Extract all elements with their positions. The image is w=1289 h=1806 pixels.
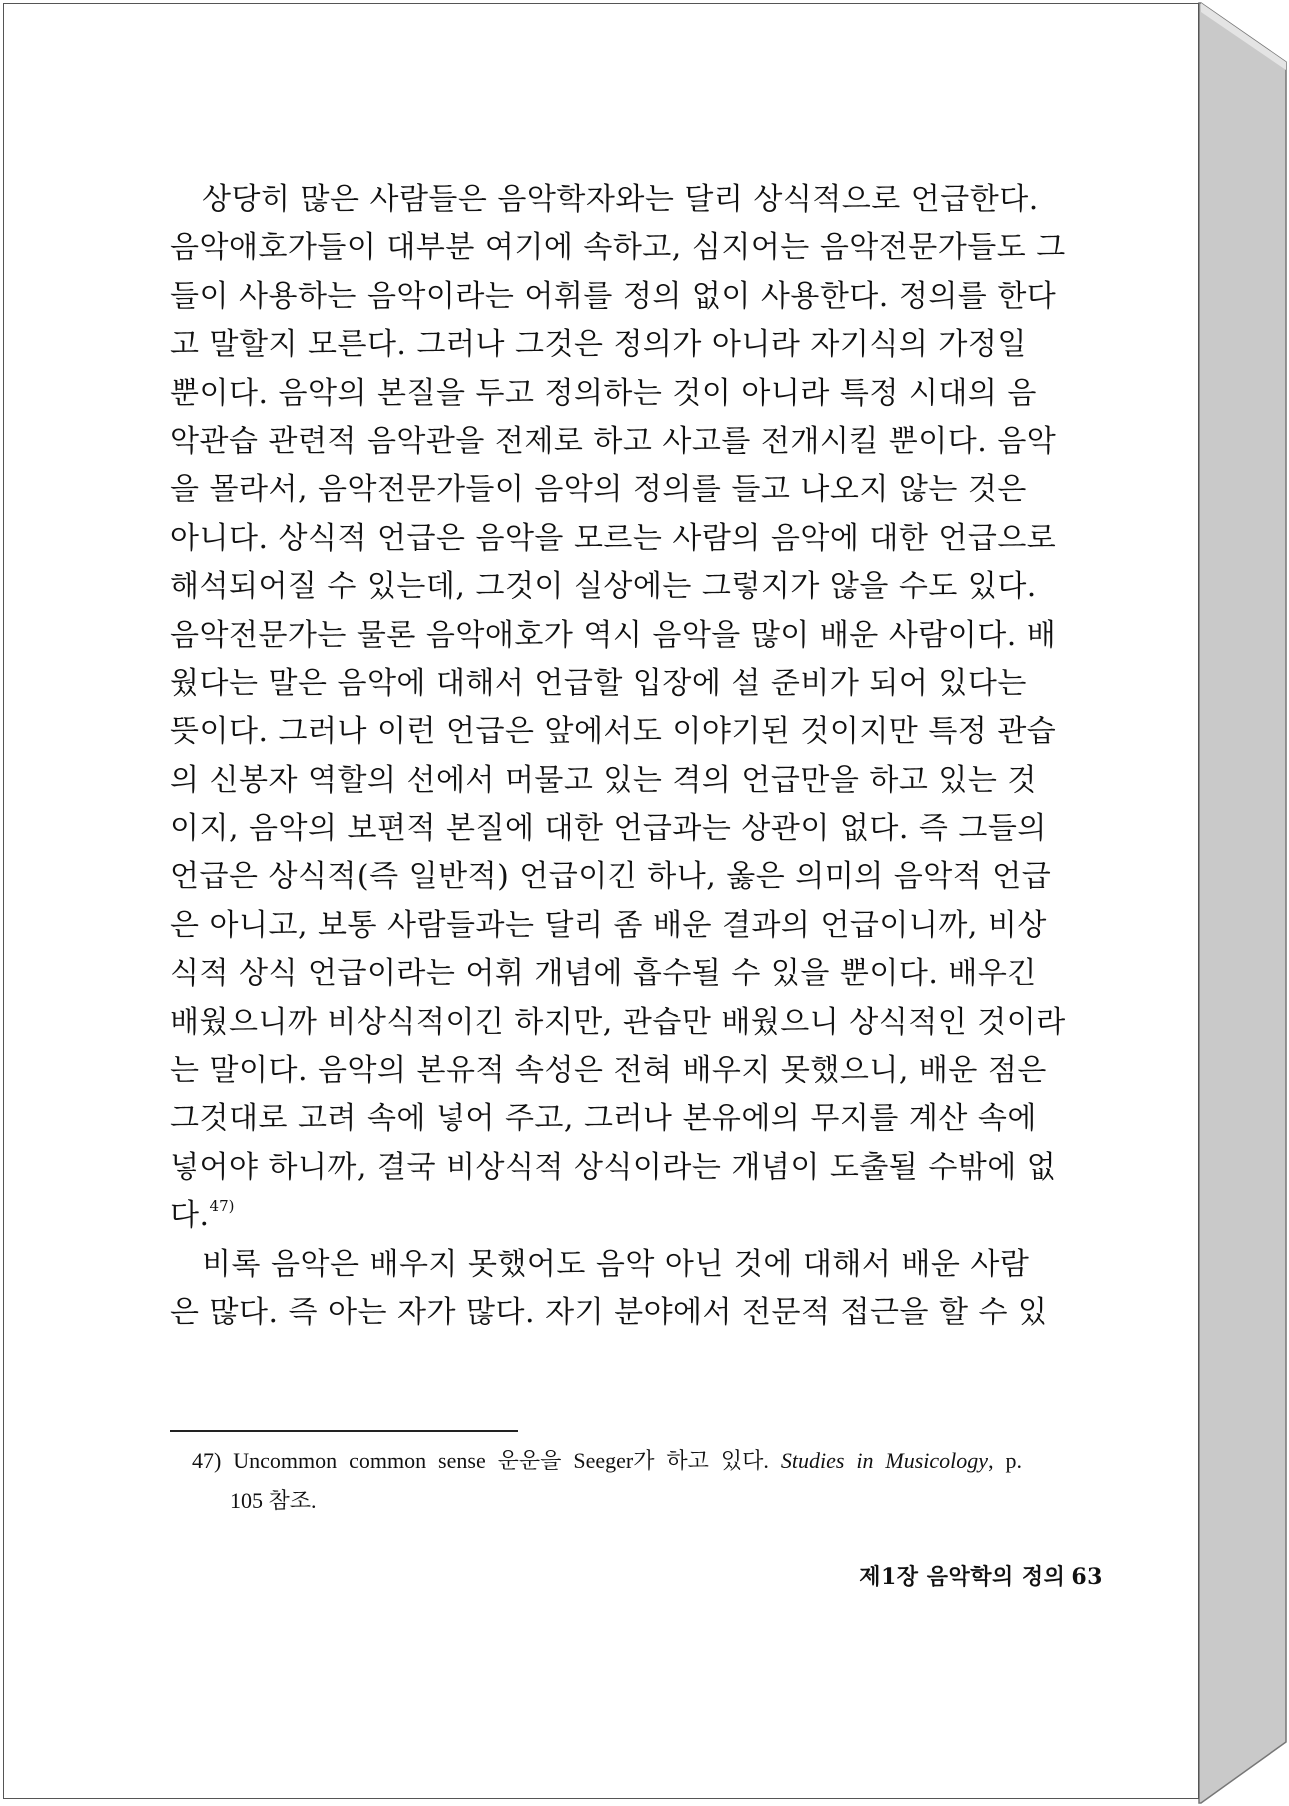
footnote-marker[interactable]: 47) — [209, 1197, 235, 1216]
text-line: 음악전문가는 물론 음악애호가 역시 음악을 많이 배운 사람이다. 배 — [170, 617, 1057, 653]
text-line: 해석되어질 수 있는데, 그것이 실상에는 그렇지가 않을 수도 있다. — [170, 569, 1037, 605]
text-line: 아니다. 상식적 언급은 음악을 모르는 사람의 음악에 대한 언급으로 — [170, 520, 1057, 556]
footnote-text-after: , p. — [988, 1448, 1023, 1473]
text-line: 웠다는 말은 음악에 대해서 언급할 입장에 설 준비가 되어 있다는 — [170, 665, 1027, 701]
paragraph-1 — [170, 176, 1066, 1241]
footnote — [192, 1441, 1022, 1521]
text-line: 은 아니고, 보통 사람들과는 달리 좀 배운 결과의 언급이니까, 비상 — [170, 907, 1047, 943]
text-line: 뿐이다. 음악의 본질을 두고 정의하는 것이 아니라 특정 시대의 음 — [170, 375, 1037, 411]
text-line: 뜻이다. 그러나 이런 언급은 앞에서도 이야기된 것이지만 특정 관습 — [170, 714, 1057, 750]
text-line: 상당히 많은 사람들은 음악학자와는 달리 상식적으로 언급한다. — [202, 182, 1039, 217]
footnote-title: Studies in Musicology — [780, 1448, 989, 1473]
text-line: 고 말할지 모른다. 그러나 그것은 정의가 아니라 자기식의 가정일 — [170, 327, 1027, 363]
footnote-number: 47) — [192, 1448, 222, 1473]
text-line: 을 몰라서, 음악전문가들이 음악의 정의를 들고 나오지 않는 것은 — [170, 472, 1027, 508]
text-line: 언급은 상식적(즉 일반적) 언급이긴 하나, 옳은 의미의 음악적 언급 — [170, 859, 1052, 895]
paragraph-2 — [170, 1241, 1048, 1338]
text-line: 배웠으니까 비상식적이긴 하지만, 관습만 배웠으니 상식적인 것이라 — [170, 1004, 1066, 1040]
text-line: 음악애호가들이 대부분 여기에 속하고, 심지어는 음악전문가들도 그 — [170, 230, 1066, 266]
text-line: 그것대로 고려 속에 넣어 주고, 그러나 본유에의 무지를 계산 속에 — [170, 1101, 1037, 1137]
body-text — [170, 176, 1066, 1337]
text-line: 은 많다. 즉 아는 자가 많다. 자기 분야에서 전문적 접근을 할 수 있 — [170, 1294, 1048, 1330]
footnote-text: Uncommon common sense 운운을 Seeger가 하고 있다. — [233, 1448, 769, 1473]
page-number: 63 — [1071, 1564, 1103, 1590]
text-line-last — [170, 1192, 1022, 1240]
text-line: 식적 상식 언급이라는 어휘 개념에 흡수될 수 있을 뿐이다. 배우긴 — [170, 956, 1037, 992]
footnote-line-1 — [192, 1441, 1022, 1481]
footnote-line-2: 105 참조. — [230, 1488, 317, 1513]
text-line: 는 말이다. 음악의 본유적 속성은 전혀 배우지 못했으니, 배운 점은 — [170, 1053, 1047, 1089]
text-line: 들이 사용하는 음악이라는 어휘를 정의 없이 사용한다. 정의를 한다 — [170, 278, 1057, 314]
running-footer — [853, 1560, 1103, 1591]
text-line: 이지, 음악의 보편적 본질에 대한 언급과는 상관이 없다. 즉 그들의 — [170, 811, 1047, 847]
text-line: 악관습 관련적 음악관을 전제로 하고 사고를 전개시킬 뿐이다. 음악 — [170, 423, 1057, 459]
chapter-title: 제1장 음악학의 정의 — [859, 1564, 1066, 1590]
text-line: 의 신봉자 역할의 선에서 머물고 있는 격의 언급만을 하고 있는 것 — [170, 762, 1037, 798]
text-fragment: 다. — [170, 1198, 210, 1234]
footnote-rule — [170, 1430, 518, 1432]
text-line: 비록 음악은 배우지 못했어도 음악 아닌 것에 대해서 배운 사람 — [202, 1246, 1030, 1282]
text-line: 넣어야 하니까, 결국 비상식적 상식이라는 개념이 도출될 수밖에 없 — [170, 1149, 1057, 1185]
